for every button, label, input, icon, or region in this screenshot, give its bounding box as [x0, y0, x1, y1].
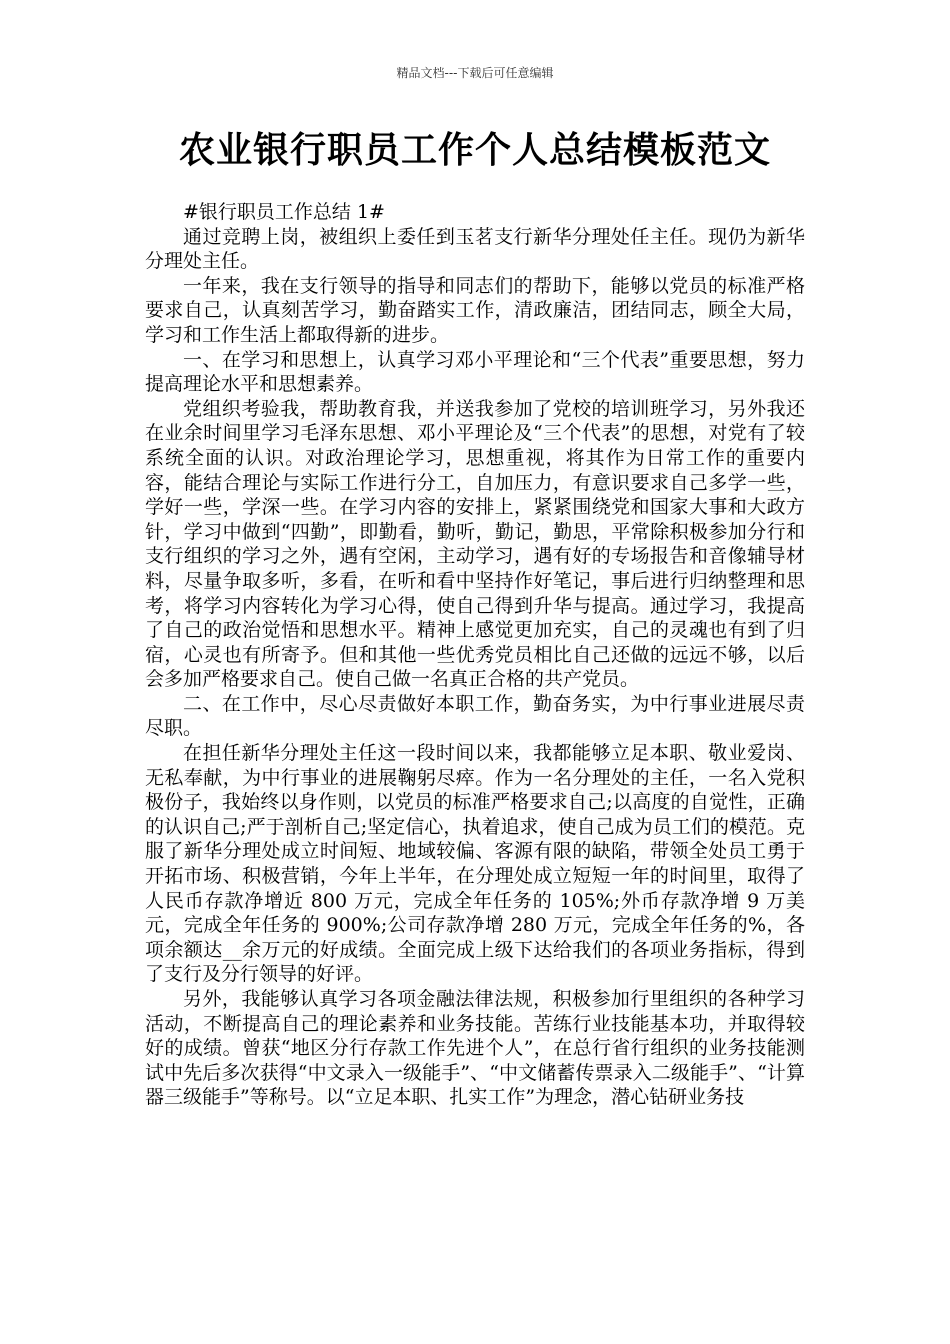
document-body	[145, 200, 805, 1110]
paragraph: 一、在学习和思想上，认真学习邓小平理论和“三个代表”重要思想，努力提高理论水平和思想素养。	[145, 348, 805, 396]
section-heading: #银行职员工作总结 1#	[183, 201, 385, 223]
paragraph: 通过竞聘上岗，被组织上委任到玉茗支行新华分理处任主任。现仍为新华分理处主任。	[145, 225, 805, 273]
paragraph: 一年来，我在支行领导的指导和同志们的帮助下，能够以党员的标准严格要求自己，认真刻苦学习，勤奋踏实工作，清政廉洁，团结同志，顾全大局，学习和工作生活上都取得新的进步。	[145, 274, 805, 346]
header-note: 精品文档---下载后可任意编辑	[396, 66, 554, 80]
paragraph: 党组织考验我，帮助教育我，并送我参加了党校的培训班学习，另外我还在业余时间里学习毛泽东思想、邓小平理论及“三个代表”的思想，对党有了较系统全面的认识。对政治理论学习，思想重视，将其作为日常工作的重要内容，能结合理论与实际工作进行分工，自加压力，有意识要求自己多学一些，学好一些，学深一些。在学习内容的安排上，紧紧围绕党和国家大事和大政方针，学习中做到“四勤”，即勤看，勤听，勤记，勤思，平常除积极参加分行和支行组织的学习之外，遇有空闲，主动学习，遇有好的专场报告和音像辅导材料，尽量争取多听，多看，在听和看中坚持作好笔记，事后进行归纳整理和思考，将学习内容转化为学习心得，使自己得到升华与提高。通过学习，我提高了自己的政治觉悟和思想水平。精神上感觉更加充实，自己的灵魂也有到了归宿，心灵也有所寄予。但和其他一些优秀党员相比自己还做的远远不够，以后会多加严格要求自己。使自己做一名真正合格的共产党员。	[145, 397, 805, 691]
page-title: 农业银行职员工作个人总结模板范文	[178, 130, 771, 171]
paragraph: 另外，我能够认真学习各项金融法律法规，积极参加行里组织的各种学习活动，不断提高自己的理论素养和业务技能。苦练行业技能基本功，并取得较好的成绩。曾获“地区分行存款工作先进个人”，在总行省行组织的业务技能测试中先后多次获得“中文录入一级能手”、“中文储蓄传票录入二级能手”、“计算器三级能手”等称号。以“立足本职、扎实工作”为理念，潜心钻研业务技	[145, 988, 805, 1109]
paragraph: 二、在工作中，尽心尽责做好本职工作，勤奋务实，为中行事业进展尽责尽职。	[145, 692, 805, 740]
paragraph: 在担任新华分理处主任这一段时间以来，我都能够立足本职、敬业爱岗、无私奉献，为中行事业的进展鞠躬尽瘁。作为一名分理处的主任，一名入党积极份子，我始终以身作则，以党员的标准严格要求自己;以高度的自觉性，正确的认识自己;严于剖析自己;坚定信心，执着追求，使自己成为员工们的模范。克服了新华分理处成立时间短、地域较偏、客源有限的缺陷，带领全处员工勇于开拓市场、积极营销，今年上半年，在分理处成立短短一年的时间里，取得了人民币存款净增近 800 万元，完成全年任务的 105%;外币存款净增 9 万美元，完成全年任务的 900%;公司存款净增 280 万元，完成全年任务的%，各项余额达__余万元的好成绩。全面完成上级下达给我们的各项业务指标，得到了支行及分行领导的好评。	[145, 742, 805, 986]
